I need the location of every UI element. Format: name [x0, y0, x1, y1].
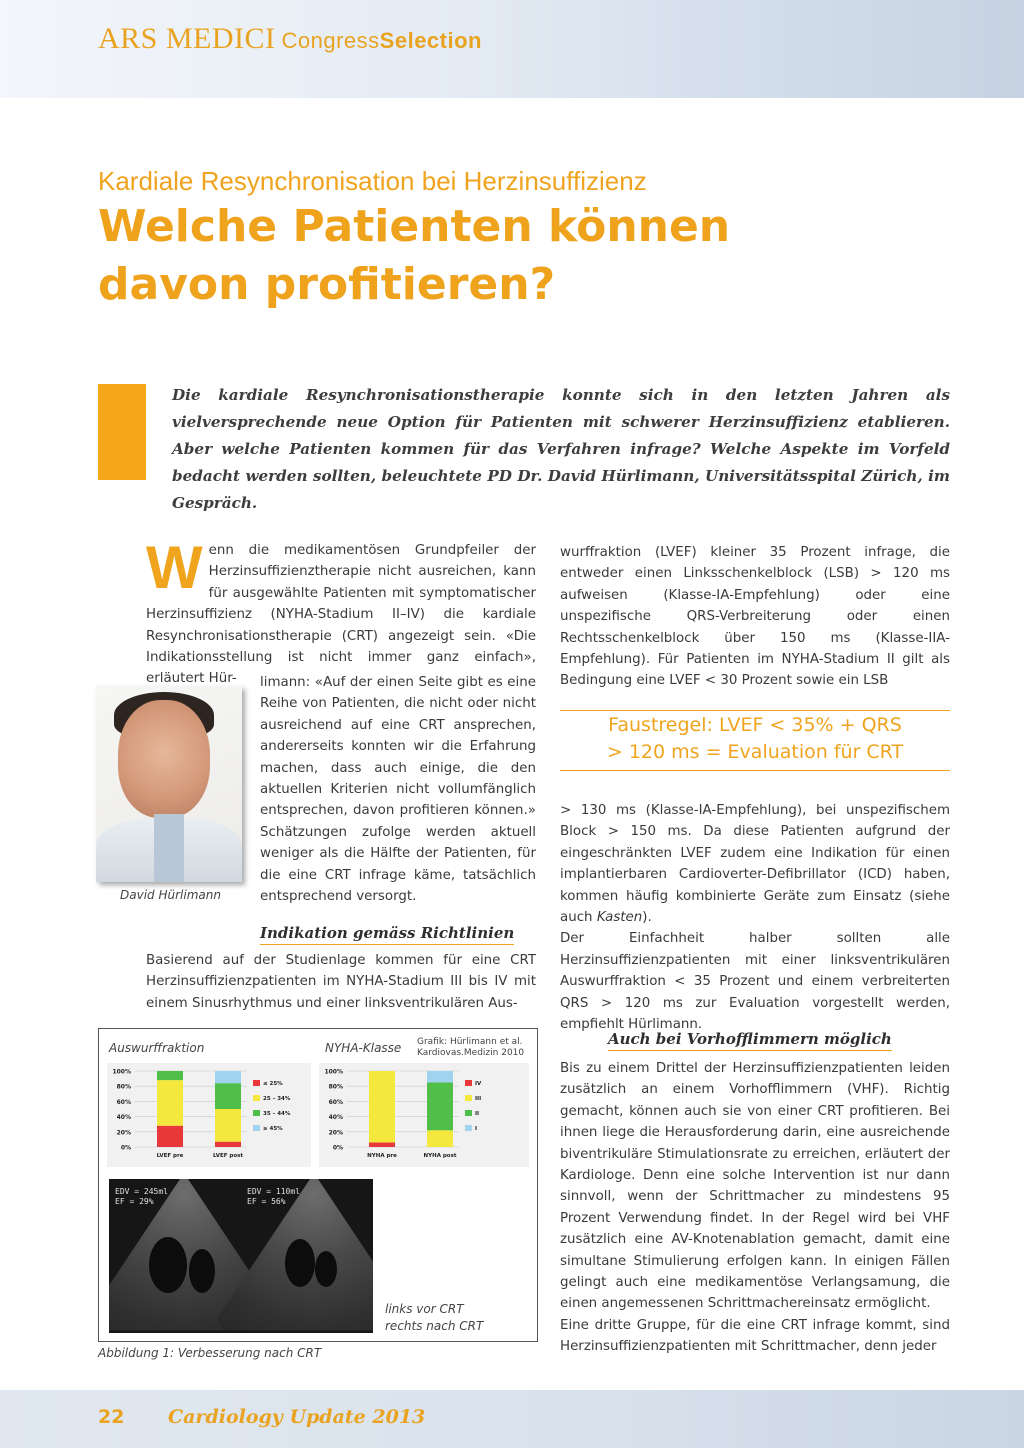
paragraph-indikation: Basierend auf der Studienlage kommen für eine CRT Herzinsuffizienzpatienten im NYHA-Stadium III bis IV mit einem Sinusrhythmus und einer linksventrikulären Aus- [146, 953, 536, 1011]
legend-swatch [465, 1125, 472, 1131]
legend-swatch [253, 1095, 260, 1101]
bar-segment [215, 1071, 241, 1083]
paragraph-icd [560, 800, 950, 928]
y-tick-label: 100% [112, 1068, 131, 1076]
subhead-indikation: Indikation gemäss Richtlinien [260, 924, 514, 945]
column-2-top [560, 542, 950, 692]
us-caption-line-2: rechts nach CRT [385, 1319, 484, 1333]
legend-label: I [475, 1126, 478, 1132]
callout-rule-top [560, 710, 950, 711]
us-left-line-2: EF = 29% [115, 1197, 154, 1206]
icd-text-em: Kasten [596, 910, 643, 926]
figure-caption: Abbildung 1: Verbesserung nach CRT [98, 1346, 322, 1360]
photo-shirt [154, 814, 184, 882]
author-photo [96, 686, 242, 882]
y-tick-label: 60% [116, 1098, 131, 1106]
ultrasound-image [109, 1179, 373, 1333]
paragraph-vhf: Bis zu einem Drittel der Herzinsuffizienzpatienten leiden zusätzlich an einem Vorhofflimmern (VHF). Richtig gemacht, können auch sie von einer CRT profitieren. Bei ihnen liege die Herausforderung darin, eine ausreichende biventrikuläre Stimulationsrate zu erreichen, erläutert der Kardiologe. Denn eine solche Intervention ist nur dann sinnvoll, wenn der Schrittmacher zu mindestens 95 Prozent Verwendung findet. In der Regel wird bei VHF zusätzlich eine AV-Knotenablation gemacht, damit eine simultane Stimulierung erfolgen kann. In einigen Fällen gelingt auch eine medikamentöse Verlangsamung, die einen angemessenen Schrittmachereinsatz ermöglicht. [560, 1061, 950, 1312]
legend-swatch [465, 1080, 472, 1086]
us-right-line-2: EF = 56% [247, 1197, 286, 1206]
us-caption-line-1: links vor CRT [385, 1302, 464, 1316]
legend-label: 25 – 34% [263, 1096, 291, 1102]
column-1-top [146, 534, 536, 690]
figure-label-nyha: NYHA-Klasse [325, 1041, 402, 1055]
y-tick-label: 20% [116, 1129, 131, 1137]
drop-cap: W [146, 534, 203, 601]
y-tick-label: 0% [120, 1144, 131, 1152]
callout-faustregel [560, 712, 950, 766]
y-tick-label: 80% [116, 1083, 131, 1091]
chart-background [319, 1063, 529, 1167]
brand-name: ARS MEDICI [98, 22, 276, 55]
us-right-line-1: EDV = 110ml [247, 1187, 300, 1196]
bar-segment [157, 1126, 183, 1147]
legend-label: 35 – 44% [263, 1111, 291, 1117]
intro-text-a: enn die medikamentösen Grundpfeiler der Herzinsuffizienztherapie nicht ausreichen, kann für ausgewählte Patienten mit symptomatischer Herzinsuffizienz (NYHA-Stadium II–IV) die kardiale Resynchronisationstherapie (CRT) angezeigt sein. «Die Indikationsstellung ist nicht immer ganz einfach», erläutert Hür- [146, 543, 536, 687]
bar-segment [369, 1142, 395, 1147]
column-2-bottom [560, 1058, 950, 1358]
figure-credit [417, 1037, 524, 1059]
bar-segment [215, 1109, 241, 1142]
callout-line-2: > 120 ms = Evaluation für CRT [606, 741, 904, 763]
paragraph-evaluation: Der Einfachheit halber sollten alle Herzinsuffizienzpatienten mit einer linksventrikulären Auswurffraktion < 35 Prozent und einem verbreiterten QRS > 120 ms zur Evaluation vorgestellt werden, empfiehlt Hürlimann. [560, 931, 950, 1033]
figure-box [98, 1028, 538, 1342]
figure-credit-line-1: Grafik: Hürlimann et al. [417, 1037, 523, 1047]
subhead-vorhofflimmern: Auch bei Vorhofflimmern möglich [608, 1030, 892, 1051]
title-line-1: Welche Patienten können [98, 201, 731, 252]
ultrasound-cavity-right-2 [315, 1251, 337, 1287]
y-tick-label: 80% [328, 1083, 343, 1091]
ultrasound-readout-left [115, 1187, 168, 1207]
column-2-middle [560, 800, 950, 1035]
intro-text-b: limann: «Auf der einen Seite gibt es eine Reihe von Patienten, die nicht oder nicht ausreichend auf eine CRT ansprechen, andererseits konnten wir die Erfahrung machen, dass auch einige, die den aktuellen Kriterien nicht vollumfänglich entsprechen, davon profitieren können.» Schätzungen zufolge werden aktuell weniger als die Hälfte der Patienten, für die eine CRT infrage käme, tatsächlich entsprechend versorgt. [260, 675, 536, 905]
us-left-line-1: EDV = 245ml [115, 1187, 168, 1196]
x-tick-label: NYHA post [423, 1153, 457, 1159]
paragraph-pacemaker: Eine dritte Gruppe, für die eine CRT infrage kommt, sind Herzinsuffizienzpatienten mit Schrittmacher, denn jeder [560, 1317, 950, 1355]
legend-label: II [475, 1111, 480, 1117]
page-header [0, 0, 1024, 98]
x-tick-label: LVEF post [212, 1153, 244, 1159]
bar-segment [427, 1071, 453, 1082]
ultrasound-cavity-right-1 [285, 1239, 315, 1287]
legend-swatch [253, 1125, 260, 1131]
photo-face [118, 700, 210, 818]
ultrasound-readout-right [247, 1187, 300, 1207]
chart-nyha [319, 1063, 529, 1175]
bar-segment [369, 1071, 395, 1142]
x-tick-label: LVEF pre [156, 1153, 184, 1159]
article-title [98, 198, 898, 314]
bar-segment [157, 1071, 183, 1080]
figure-label-auswurffraktion: Auswurffraktion [109, 1041, 205, 1055]
column-1-bottom [146, 950, 536, 1014]
legend-swatch [253, 1080, 260, 1086]
page-number: 22 [98, 1406, 125, 1428]
legend-label: IV [475, 1081, 482, 1087]
y-tick-label: 60% [328, 1098, 343, 1106]
icd-text-b: ). [642, 910, 652, 926]
brand-sub [282, 28, 482, 53]
y-tick-label: 40% [328, 1114, 343, 1122]
ultrasound-cavity-left-1 [149, 1237, 187, 1293]
brand-sub-plain: Congress [281, 28, 380, 53]
icd-text-a: > 130 ms (Klasse-IA-Empfehlung), bei unspezifischem Block > 150 ms. Da diese Patienten aufgrund der eingeschränkten LVEF zudem eine Indikation für einen implantierbaren Cardioverter-Defibrillator (ICD) haben, kommen häufig kombinierte Geräte zum Einsatz (siehe auch [560, 803, 950, 926]
lead-marker [98, 384, 146, 480]
page-footer [0, 1390, 1024, 1448]
column-1-beside-photo [260, 672, 536, 907]
bar-segment [157, 1080, 183, 1126]
bar-segment [427, 1082, 453, 1130]
legend-label: ≥ 45% [263, 1126, 283, 1132]
legend-swatch [465, 1095, 472, 1101]
x-tick-label: NYHA pre [367, 1153, 397, 1159]
callout-line-1: Faustregel: LVEF < 35% + QRS [608, 714, 902, 736]
publication-name: Cardiology Update 2013 [168, 1406, 426, 1428]
ultrasound-cavity-left-2 [189, 1249, 215, 1293]
figure-credit-line-2: Kardiovas.Medizin 2010 [417, 1048, 525, 1058]
y-tick-label: 40% [116, 1114, 131, 1122]
bar-segment [215, 1083, 241, 1109]
y-tick-label: 100% [324, 1068, 343, 1076]
brand-sub-bold: Selection [379, 28, 482, 53]
brand-logo [98, 22, 482, 56]
ultrasound-caption [385, 1301, 483, 1335]
legend-swatch [253, 1110, 260, 1116]
article-lead: Die kardiale Resynchronisationstherapie konnte sich in den letzten Jahren als vielversprechende neue Option für Patienten mit schwerer Herzinsuffizienz etablieren. Aber welche Patienten kommen für das Verfahren infrage? Welche Aspekte im Vorfeld bedacht werden sollten, beleuchtete PD Dr. David Hürlimann, Universitätsspital Zürich, im Gespräch. [172, 386, 950, 512]
paragraph-intro [146, 534, 536, 690]
callout-rule-bottom [560, 770, 950, 771]
paragraph-criteria: wurffraktion (LVEF) kleiner 35 Prozent infrage, die entweder einen Linksschenkelblock (LSB) > 120 ms aufweisen (Klasse-IA-Empfehlung) oder eine unspezifische QRS-Verbreiterung oder einen Rechtsschenkelblock über 150 ms (Klasse-IIA-Empfehlung). Für Patienten im NYHA-Stadium II gilt als Bedingung eine LVEF < 30 Prozent sowie ein LSB [560, 545, 950, 689]
photo-caption: David Hürlimann [120, 888, 221, 902]
legend-label: ≤ 25% [263, 1081, 283, 1087]
title-line-2: davon profitieren? [98, 259, 556, 310]
legend-swatch [465, 1110, 472, 1116]
y-tick-label: 20% [328, 1129, 343, 1137]
article-kicker: Kardiale Resynchronisation bei Herzinsuffizienz [98, 166, 647, 196]
chart-auswurffraktion [107, 1063, 311, 1175]
legend-label: III [475, 1096, 482, 1102]
y-tick-label: 0% [332, 1144, 343, 1152]
bar-segment [215, 1142, 241, 1147]
bar-segment [427, 1130, 453, 1147]
